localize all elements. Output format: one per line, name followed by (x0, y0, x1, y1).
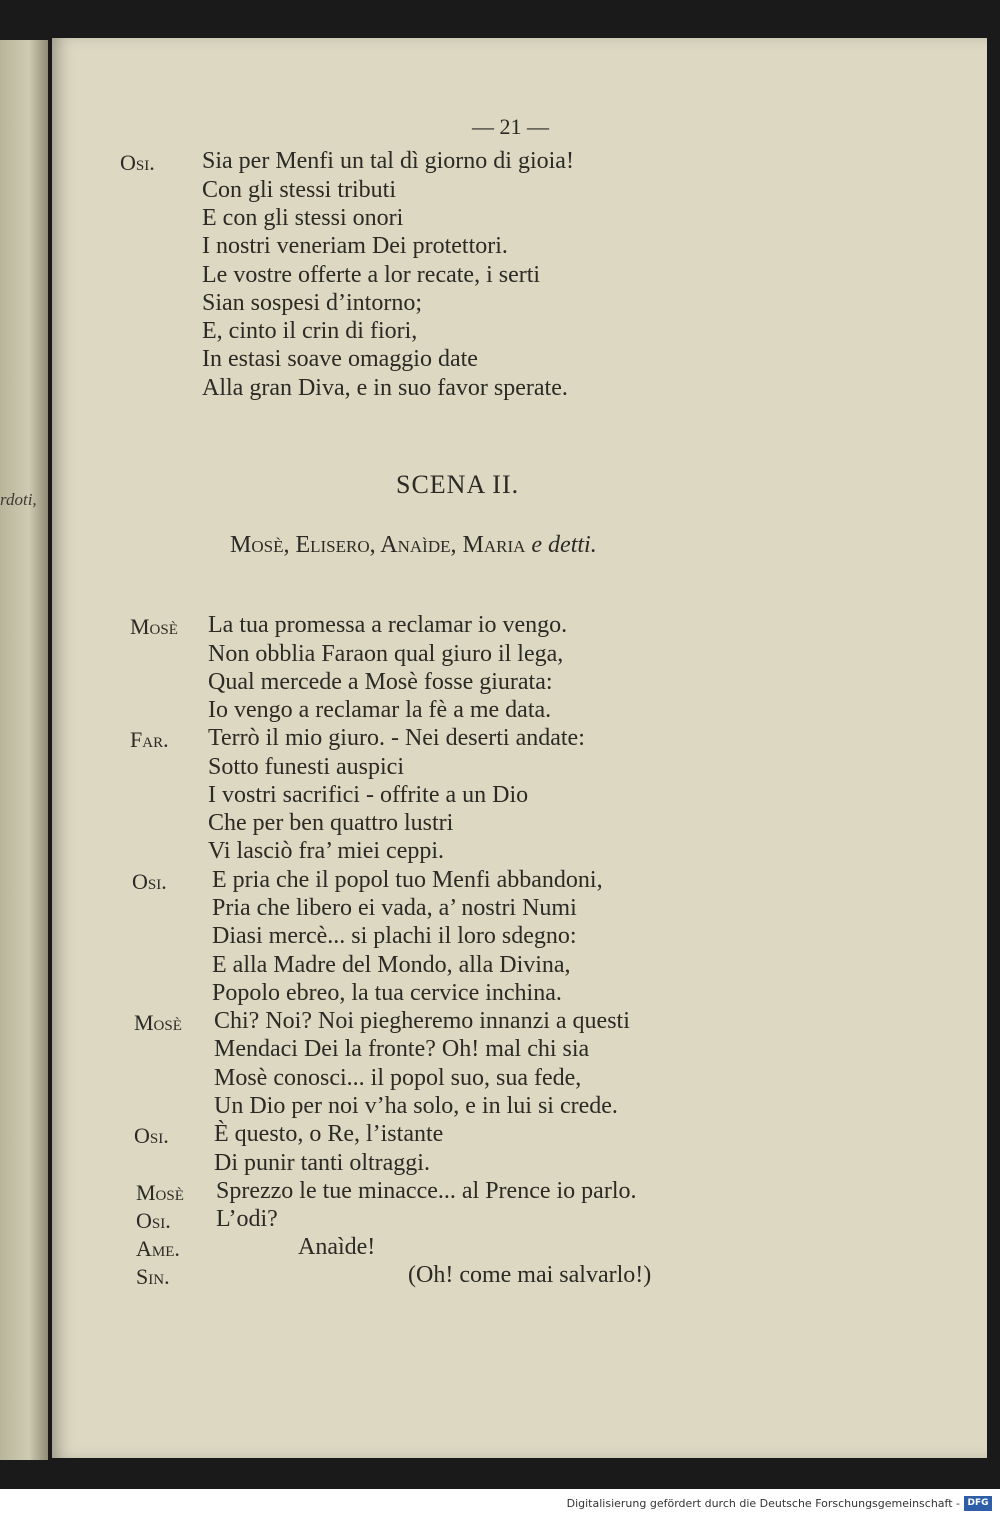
verse-line: Anaìde! (298, 1234, 376, 1260)
speaker-label: Mosè (136, 1180, 184, 1205)
verse-line: Pria che libero ei vada, a’ nostri Numi (212, 895, 577, 921)
dfg-logo: DFG (964, 1496, 992, 1511)
verse-line: Non obblia Faraon qual giuro il lega, (208, 641, 564, 667)
left-page-fragment: rdoti, (0, 490, 37, 509)
verse-line: È questo, o Re, l’istante (214, 1121, 444, 1147)
verse-line: Sia per Menfi un tal dì giorno di gioia! (202, 148, 574, 174)
verse-line: E, cinto il crin di fiori, (202, 318, 418, 344)
verse-line: Con gli stessi tributi (202, 177, 397, 203)
verse-line: Diasi mercè... si plachi il loro sdegno: (212, 923, 577, 949)
speaker-label: Far. (130, 727, 169, 752)
left-page-edge (0, 40, 48, 1460)
speaker-label: Osi. (132, 869, 167, 894)
page-number: — 21 — (472, 114, 549, 139)
cast-list (230, 532, 597, 559)
verse-line: Chi? Noi? Noi piegheremo innanzi a questi (214, 1008, 630, 1034)
speaker-label: Ame. (136, 1236, 180, 1261)
verse-line: I vostri sacrifici - offrite a un Dio (208, 782, 529, 808)
scene-heading: SCENA II. (396, 470, 520, 499)
verse-line: Mosè conosci... il popol suo, sua fede, (214, 1065, 582, 1091)
verse-line: E con gli stessi onori (202, 205, 404, 231)
verse-line: Qual mercede a Mosè fosse giurata: (208, 669, 553, 695)
footer-credit: Digitalisierung gefördert durch die Deutsche Forschungsgemeinschaft - (566, 1497, 960, 1510)
verse-line: In estasi soave omaggio date (202, 346, 478, 372)
speaker-label: Osi. (120, 150, 155, 175)
speaker-label: Mosè (130, 614, 178, 639)
verse-line: Sprezzo le tue minacce... al Prence io parlo. (216, 1178, 637, 1204)
speaker-label: Sin. (136, 1264, 170, 1289)
verse-line: Vi lasciò fra’ miei ceppi. (208, 838, 445, 864)
verse-line: Io vengo a reclamar la fè a me data. (208, 697, 552, 723)
verse-line: I nostri veneriam Dei protettori. (202, 233, 508, 259)
book-page (52, 38, 987, 1458)
verse-line: Sotto funesti auspici (208, 754, 404, 780)
footer-bar (0, 1489, 1000, 1519)
cast-suffix: e detti. (531, 532, 597, 558)
cast-names: Mosè, Elisero, Anaìde, Maria (230, 532, 526, 558)
verse-line: Mendaci Dei la fronte? Oh! mal chi sia (214, 1036, 590, 1062)
speaker-label: Mosè (134, 1010, 182, 1035)
verse-line: E alla Madre del Mondo, alla Divina, (212, 952, 571, 978)
verse-line: Un Dio per noi v’ha solo, e in lui si crede. (214, 1093, 618, 1119)
speaker-label: Osi. (134, 1123, 169, 1148)
verse-line: Che per ben quattro lustri (208, 810, 454, 836)
verse-line: Alla gran Diva, e in suo favor sperate. (202, 375, 568, 401)
verse-line: (Oh! come mai salvarlo!) (408, 1262, 652, 1288)
verse-line: Popolo ebreo, la tua cervice inchina. (212, 980, 562, 1006)
verse-line: L’odi? (216, 1206, 278, 1232)
verse-line: Le vostre offerte a lor recate, i serti (202, 262, 541, 288)
verse-line: La tua promessa a reclamar io vengo. (208, 612, 568, 638)
speaker-label: Osi. (136, 1208, 171, 1233)
verse-line: Di punir tanti oltraggi. (214, 1150, 430, 1176)
verse-line: E pria che il popol tuo Menfi abbandoni, (212, 867, 603, 893)
verse-line: Terrò il mio giuro. - Nei deserti andate: (208, 725, 585, 751)
verse-line: Sian sospesi d’intorno; (202, 290, 422, 316)
